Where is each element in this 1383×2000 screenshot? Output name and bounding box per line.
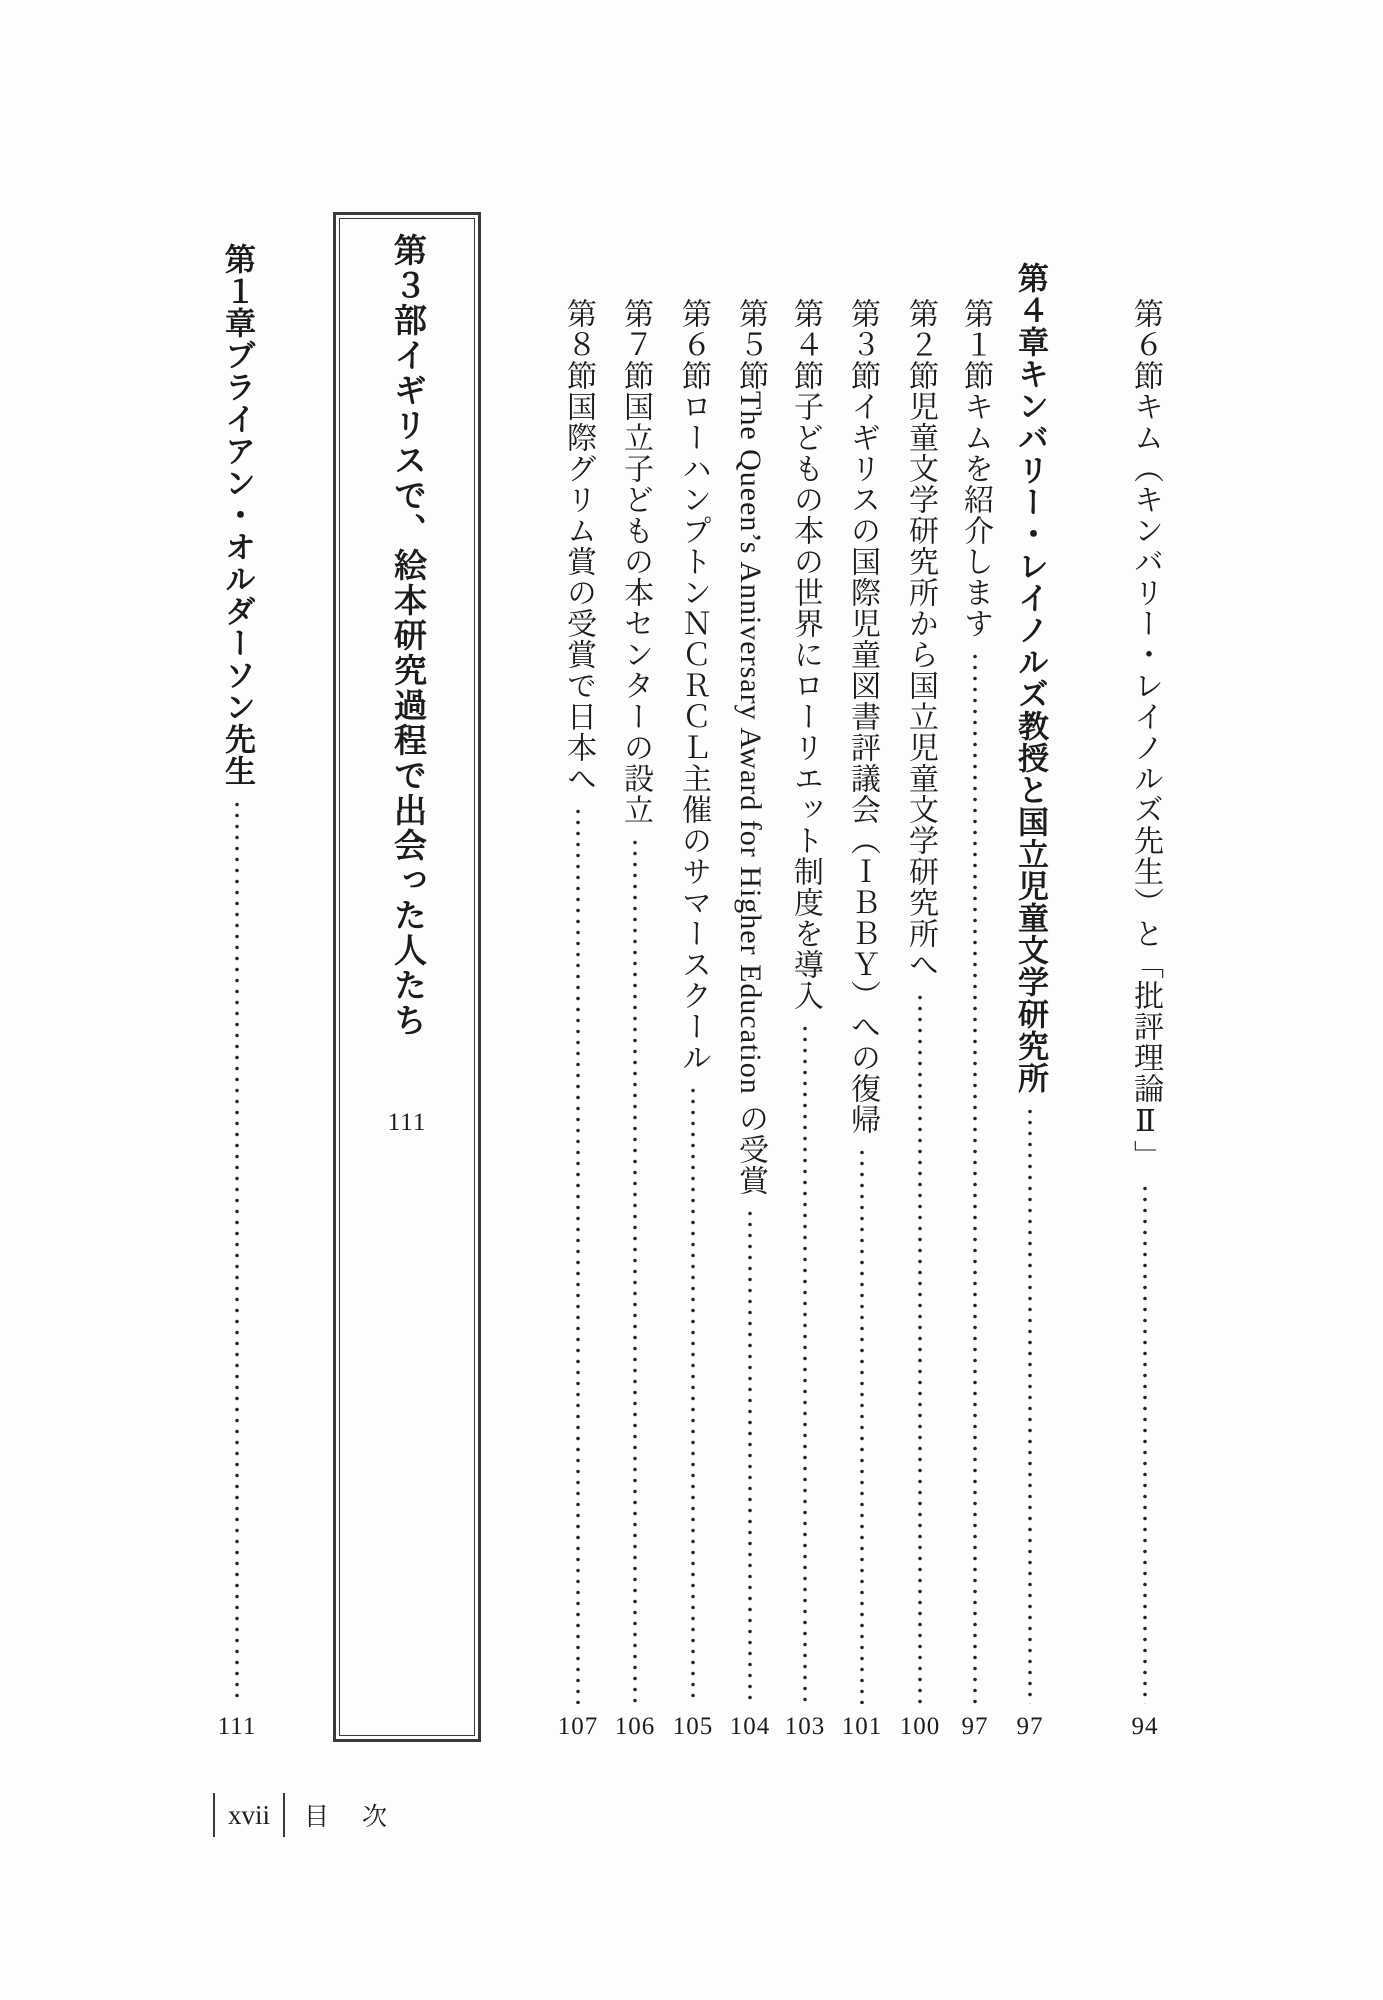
footer-rule-right (283, 1793, 285, 1837)
dot-leader (690, 1085, 696, 1704)
entry-title: キンバリー・レイノルズ教授と国立児童文学研究所 (1013, 358, 1048, 1094)
entry-page-number: 105 (672, 1713, 714, 1740)
entry-text (214, 243, 260, 787)
entry-page-number: 101 (841, 1713, 883, 1740)
entry-label: 第７節 (619, 298, 652, 391)
part-page-number: 111 (387, 1109, 427, 1136)
dot-leader (802, 1023, 808, 1704)
entry-text (839, 298, 885, 1135)
toc-entry (727, 298, 773, 1742)
entry-text (727, 298, 773, 1196)
entry-page-number: 94 (1131, 1713, 1159, 1740)
entry-text (782, 298, 828, 1011)
entry-label: 第８節 (562, 298, 595, 391)
entry-label: 第５節 (734, 298, 767, 391)
toc-entry (952, 298, 998, 1742)
dot-leader (747, 1208, 753, 1704)
entry-page-number: 100 (899, 1713, 941, 1740)
entry-text (1007, 262, 1053, 1094)
toc-entry (612, 298, 658, 1742)
dot-leader (972, 651, 978, 1704)
entry-title: キムを紹介します (959, 391, 992, 639)
entry-title: イギリスの国際児童図書評議会（ＩＢＢＹ）への復帰 (846, 391, 879, 1135)
part-title-text (382, 233, 432, 1038)
toc-entry (670, 298, 716, 1742)
entry-label: 第６節 (677, 298, 710, 391)
part-label: 第３部 (389, 233, 425, 338)
dot-leader (575, 806, 581, 1704)
toc-entry (839, 298, 885, 1742)
dot-leader (1142, 1183, 1148, 1704)
part-title: イギリスで、絵本研究過程で出会った人たち (389, 338, 425, 1038)
entry-label: 第１章 (220, 243, 255, 339)
dot-leader (632, 837, 638, 1704)
toc-entry (214, 243, 260, 1742)
entry-text (952, 298, 998, 639)
entry-page-number: 111 (217, 1713, 257, 1740)
toc-entry (1122, 298, 1168, 1742)
entry-label: 第３節 (846, 298, 879, 391)
entry-title: キム（キンバリー・レイノルズ先生）と「批評理論Ⅱ」 (1129, 391, 1162, 1171)
entry-page-number: 97 (961, 1713, 989, 1740)
footer-rule-left (213, 1793, 215, 1837)
page-footer (213, 1792, 391, 1838)
entry-title: 国立子どもの本センターの設立 (619, 391, 652, 825)
entry-title: ローハンプトンＮＣＲＣＬ主催のサマースクール (677, 391, 710, 1073)
entry-page-number: 97 (1016, 1713, 1044, 1740)
toc-entry (1007, 262, 1053, 1742)
toc-entry (782, 298, 828, 1742)
entry-text (612, 298, 658, 825)
entry-label: 第２節 (904, 298, 937, 391)
part-title-box-content (342, 221, 472, 1733)
entry-title: 子どもの本の世界にローリエット制度を導入 (789, 391, 822, 1011)
entry-page-number: 104 (729, 1713, 771, 1740)
dot-leader (234, 799, 240, 1704)
toc-entry (555, 298, 601, 1742)
entry-title: The Queen’s Anniversary Award for Higher Education の受賞 (734, 391, 767, 1197)
entry-page-number: 107 (557, 1713, 599, 1740)
dot-leader (859, 1147, 865, 1704)
dot-leader (917, 992, 923, 1704)
entry-label: 第１節 (959, 298, 992, 391)
entry-text (555, 298, 601, 794)
entry-title: 児童文学研究所から国立児童文学研究所へ (904, 391, 937, 980)
entry-page-number: 103 (784, 1713, 826, 1740)
folio-number: xvii (228, 1799, 271, 1830)
document-title: 目 次 (304, 1804, 392, 1831)
entry-text (897, 298, 943, 980)
entry-label: 第６節 (1129, 298, 1162, 391)
entry-label: 第４章 (1013, 262, 1048, 358)
entry-page-number: 106 (614, 1713, 656, 1740)
entry-text (670, 298, 716, 1073)
entry-title: ブライアン・オルダーソン先生 (220, 339, 255, 787)
dot-leader (1027, 1106, 1033, 1704)
entry-title: 国際グリム賞の受賞で日本へ (562, 391, 595, 794)
toc-entry (897, 298, 943, 1742)
part-title-box (333, 212, 481, 1742)
entry-label: 第４節 (789, 298, 822, 391)
entry-text (1122, 298, 1168, 1171)
